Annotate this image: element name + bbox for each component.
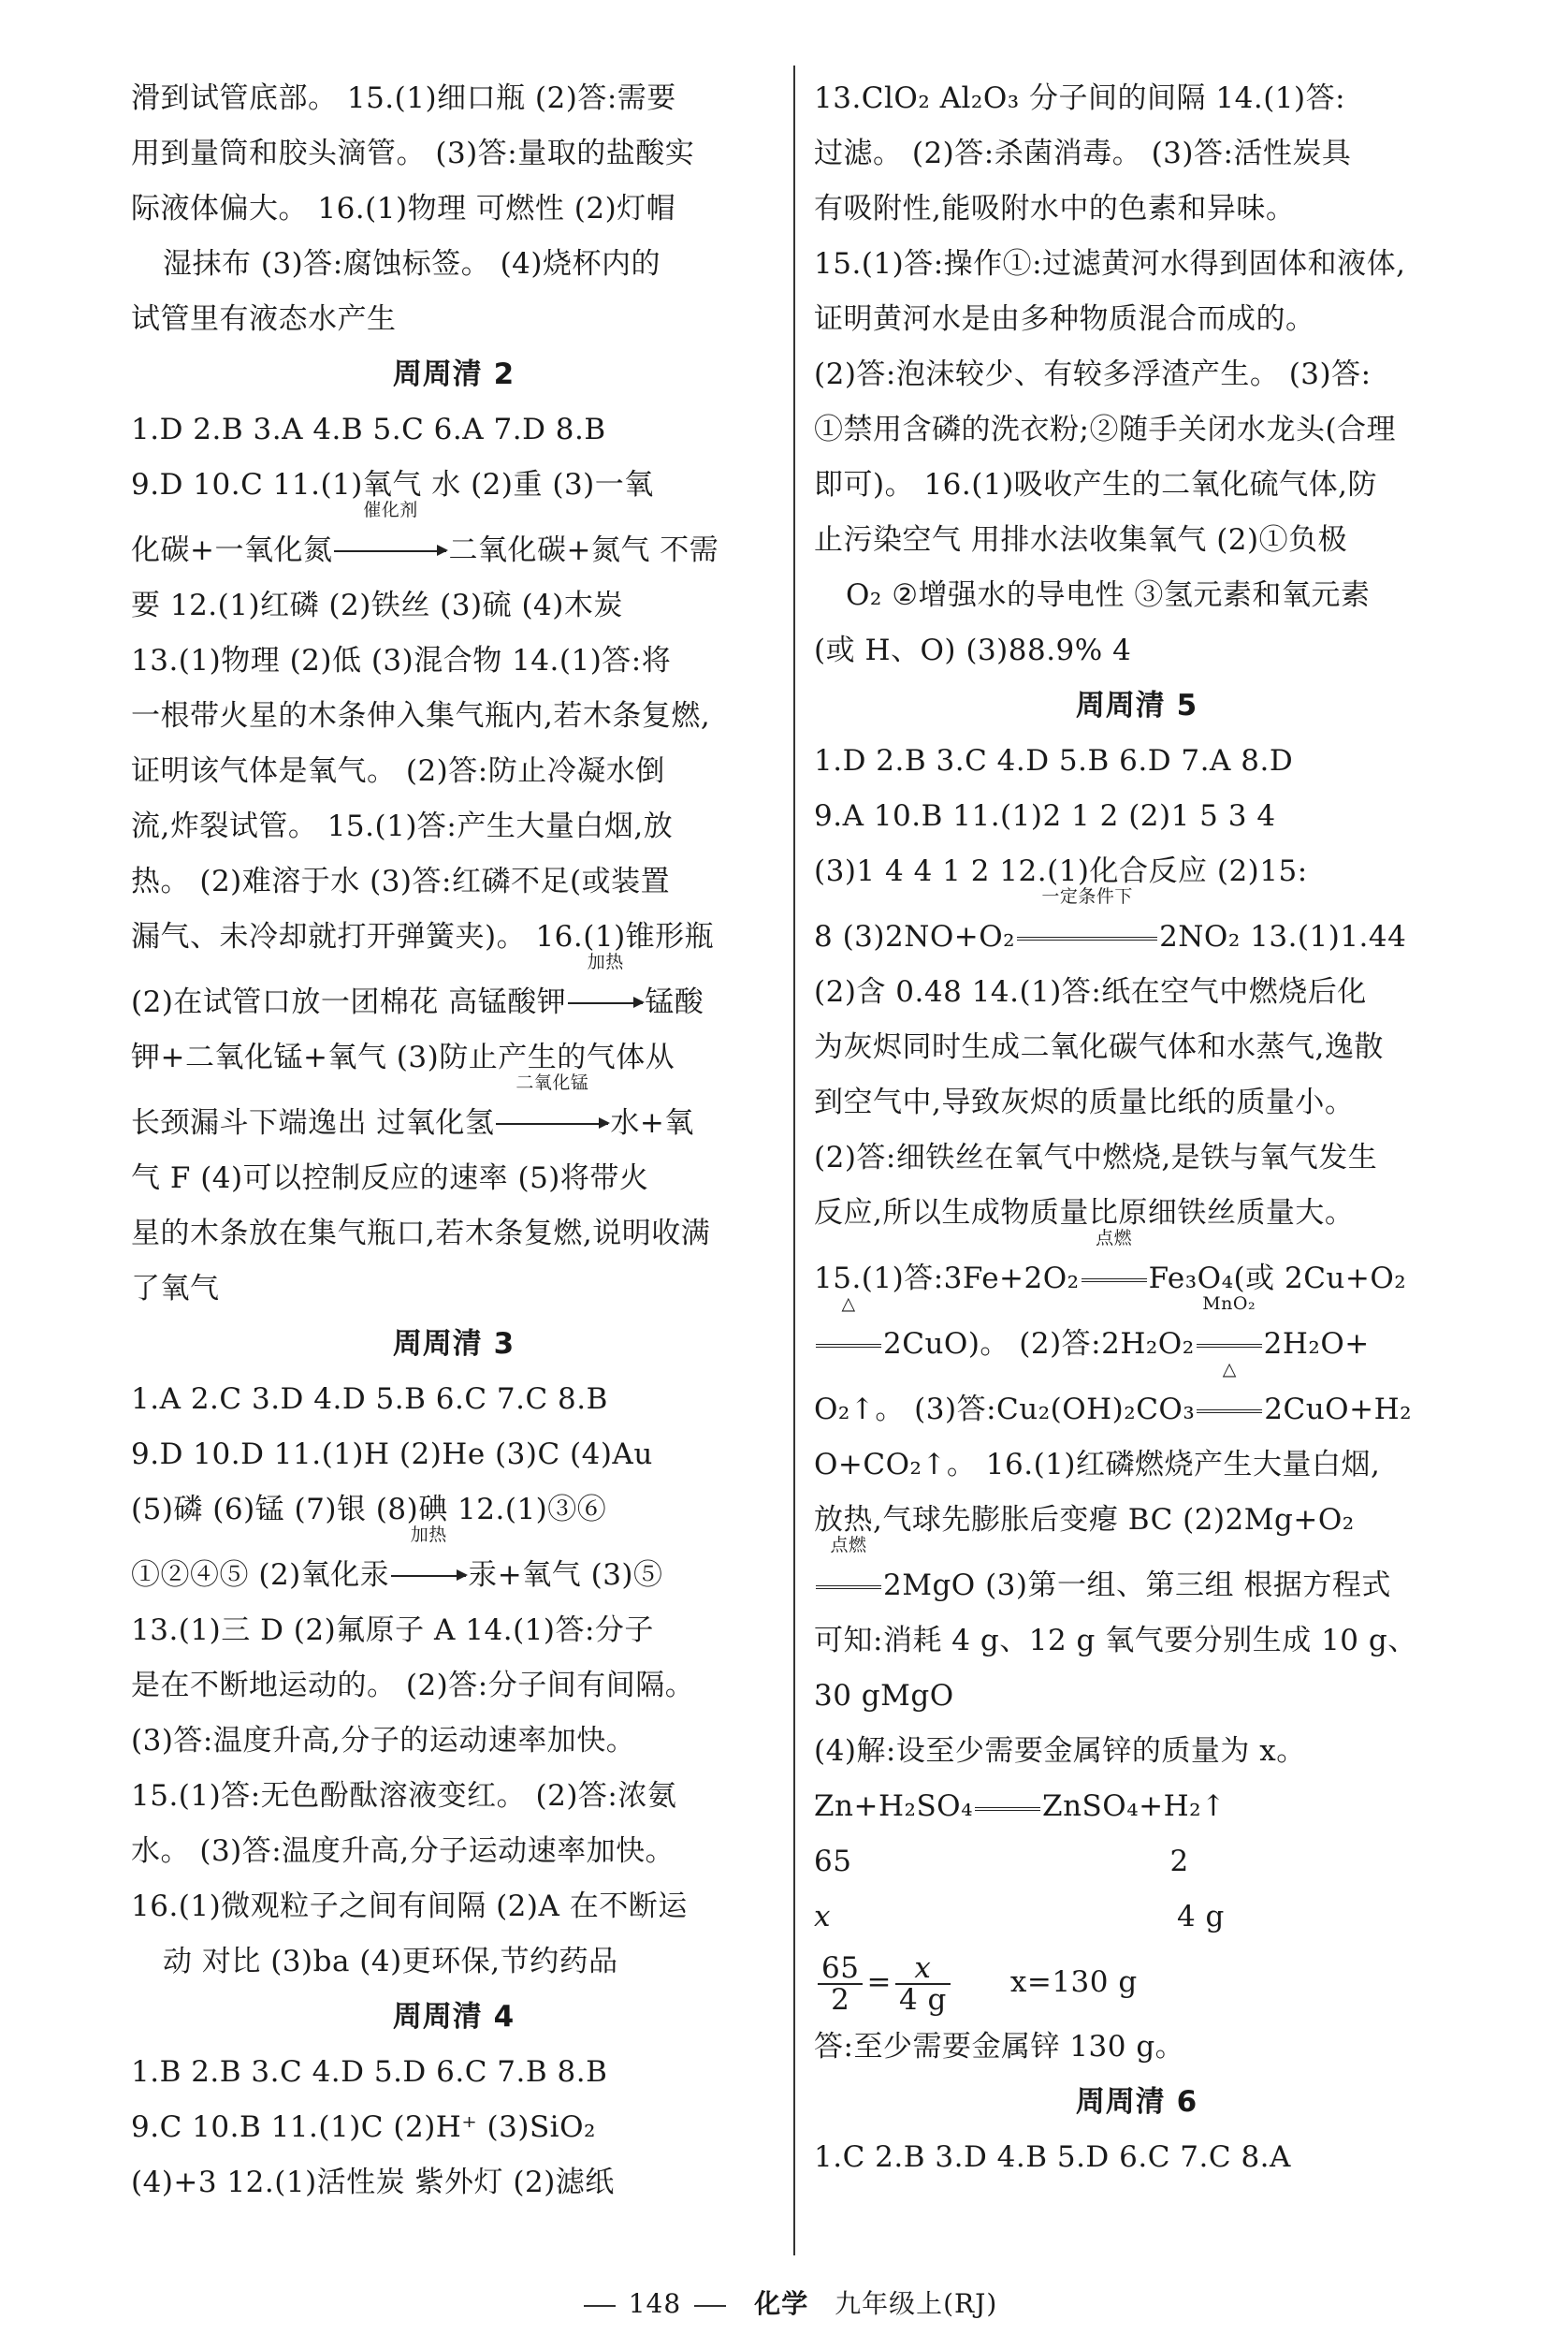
text-line: 即可)。 16.(1)吸收产生的二氧化硫气体,防 [814, 468, 1378, 502]
text-line: 1.C 2.B 3.D 4.B 5.D 6.C 7.C 8.A [814, 2140, 1291, 2174]
equation-left: 化碳+一氧化氮 [131, 533, 333, 567]
text-line: 钾+二氧化锰+氧气 (3)防止产生的气体从 [131, 1041, 675, 1074]
text-line: 试管里有液态水产生 [131, 302, 397, 336]
equation-left: 2CuO)。 (2)答:2H₂O₂ [883, 1327, 1195, 1361]
text-line: 13.ClO₂ Al₂O₃ 分子间的间隔 14.(1)答: [814, 81, 1346, 115]
text-line: 有吸附性,能吸附水中的色素和异味。 [814, 192, 1296, 226]
text-line: 热。 (2)难溶于水 (3)答:红磷不足(或装置 [131, 865, 671, 898]
equation-left: 8 (3)2NO+O₂ [814, 920, 1016, 954]
text-line: 9.A 10.B 11.(1)2 1 2 (2)1 5 3 4 [814, 799, 1276, 833]
arrow-condition: 点燃 [1096, 1228, 1133, 1248]
column-divider [793, 66, 795, 2255]
equation-right: 2H₂O+ [1263, 1327, 1370, 1361]
result: x=130 g [1009, 1965, 1138, 1999]
text-line: 1.A 2.C 3.D 4.D 5.B 6.C 7.C 8.B [131, 1382, 608, 1416]
text-line: 漏气、未冷却就打开弹簧夹)。 16.(1)锥形瓶 [131, 920, 715, 954]
reaction-arrow [496, 1072, 608, 1160]
text-line: 滑到试管底部。 15.(1)细口瓶 (2)答:需要 [131, 81, 676, 115]
text-line: (2)含 0.48 14.(1)答:纸在空气中燃烧后化 [814, 975, 1367, 1009]
text-line: (4)+3 12.(1)活性炭 紫外灯 (2)滤纸 [131, 2166, 615, 2199]
reaction-equals [1017, 886, 1157, 974]
arrow-condition: △ [1222, 1359, 1237, 1379]
text-line: 要 12.(1)红磷 (2)铁丝 (3)硫 (4)木炭 [131, 589, 623, 622]
equation-right: 2MgO (3)第一组、第三组 根据方程式 [883, 1568, 1391, 1602]
arrow-condition: △ [841, 1293, 856, 1314]
subject: 化学 [754, 2288, 809, 2319]
equation-line [814, 1228, 1459, 1306]
text-line: (或 H、O) (3)88.9% 4 [814, 634, 1132, 667]
text-line: 9.D 10.D 11.(1)H (2)He (3)C (4)Au [131, 1437, 653, 1471]
text-line: 流,炸裂试管。 15.(1)答:产生大量白烟,放 [131, 810, 674, 843]
text-line: 了氧气 [131, 1272, 220, 1306]
equation-left: (2)在试管口放一团棉花 高锰酸钾 [131, 985, 567, 1019]
text-line: 15.(1)答:操作①:过滤黄河水得到固体和液体, [814, 247, 1406, 281]
page-number: 148 [628, 2288, 682, 2319]
ratio-value: 2 [1169, 1845, 1189, 1878]
equation-line [814, 1293, 1459, 1372]
equation-left: ①②④⑤ (2)氧化汞 [131, 1558, 390, 1592]
text-line: (3)1 4 4 1 2 12.(1)化合反应 (2)15: [814, 854, 1308, 888]
proportion-line: $\frac{65}{2}$ = $\frac{x}{4 g}$ x=130 g [814, 1945, 1459, 2020]
reaction-equals [975, 1779, 1040, 1834]
text-line: 用到量筒和胶头滴管。 (3)答:量取的盐酸实 [131, 137, 695, 170]
text-line: (2)答:细铁丝在氧气中燃烧,是铁与氧气发生 [814, 1141, 1378, 1174]
text-line: 止污染空气 用排水法收集氧气 (2)①负极 [814, 523, 1348, 557]
equation-right: Fe₃O₄(或 2Cu+O₂ [1148, 1262, 1407, 1295]
text-line: 到空气中,导致灰烬的质量比纸的质量小。 [814, 1086, 1355, 1119]
text-line: 1.D 2.B 3.A 4.B 5.C 6.A 7.D 8.B [131, 413, 606, 446]
text-line: 放热,气球先膨胀后变瘪 BC (2)2Mg+O₂ [814, 1503, 1355, 1537]
text-line: 13.(1)物理 (2)低 (3)混合物 14.(1)答:将 [131, 644, 672, 678]
text-line: 气 F (4)可以控制反应的速率 (5)将带火 [131, 1161, 649, 1195]
text-line: 过滤。 (2)答:杀菌消毒。 (3)答:活性炭具 [814, 137, 1352, 170]
text-line: 反应,所以生成物质量比原细铁丝质量大。 [814, 1196, 1355, 1230]
left-column [131, 71, 777, 2210]
reaction-equals [816, 1535, 881, 1623]
text-line: 为灰烬同时生成二氧化碳气体和水蒸气,逸散 [814, 1030, 1384, 1064]
ratio-value: x [814, 1900, 831, 1933]
text-line: (5)磷 (6)锰 (7)银 (8)碘 12.(1)③⑥ [131, 1493, 607, 1526]
arrow-condition: 加热 [410, 1525, 447, 1545]
text-line: 是在不断地运动的。 (2)答:分子间有间隔。 [131, 1669, 695, 1702]
ratio-line [814, 1834, 1459, 1889]
reaction-equals [816, 1293, 881, 1381]
text-line: 证明该气体是氧气。 (2)答:防止冷凝水倒 [131, 754, 665, 788]
ratio-value: 65 [814, 1845, 852, 1878]
text-line: 动 对比 (3)ba (4)更环保,节约药品 [163, 1945, 618, 1978]
equation-left: O₂↑。 (3)答:Cu₂(OH)₂CO₃ [814, 1393, 1196, 1426]
equation-left: Zn+H₂SO₄ [814, 1789, 974, 1823]
reaction-arrow [334, 500, 446, 588]
equation-right: 水+氧 [610, 1106, 694, 1140]
section-heading-5: 周周清 5 [1075, 689, 1198, 722]
equation-right: 汞+氧气 (3)⑤ [468, 1558, 663, 1592]
text-line: 1.B 2.B 3.C 4.D 5.D 6.C 7.B 8.B [131, 2055, 608, 2089]
text-line: 可知:消耗 4 g、12 g 氧气要分别生成 10 g、 [814, 1624, 1417, 1657]
section-heading-2: 周周清 2 [392, 357, 515, 391]
arrow-condition: 催化剂 [363, 500, 418, 520]
equation-line [131, 500, 777, 578]
text-line: 30 gMgO [814, 1679, 954, 1713]
equation-line [814, 886, 1459, 965]
arrow-condition: 加热 [587, 952, 624, 972]
text-line: O₂ ②增强水的导电性 ③氢元素和氧元素 [846, 578, 1371, 612]
text-line: (4)解:设至少需要金属锌的质量为 x。 [814, 1734, 1306, 1768]
text-line: (2)答:泡沫较少、有较多浮渣产生。 (3)答: [814, 357, 1372, 391]
equation-right: 2CuO+H₂ [1264, 1393, 1413, 1426]
fraction: $\frac{x}{4 g}$ [895, 1953, 951, 2015]
equation-line [131, 1525, 777, 1603]
equation-right: ZnSO₄+H₂↑ [1042, 1789, 1227, 1823]
text-line: (3)答:温度升高,分子的运动速率加快。 [131, 1724, 636, 1758]
ratio-line [814, 1889, 1459, 1945]
text-line: 13.(1)三 D (2)氟原子 A 14.(1)答:分子 [131, 1613, 654, 1647]
section-heading-6: 周周清 6 [1075, 2085, 1198, 2119]
arrow-condition: 一定条件下 [1041, 886, 1133, 907]
equation-line [131, 1072, 777, 1151]
text-line: 湿抹布 (3)答:腐蚀标签。 (4)烧杯内的 [163, 247, 661, 281]
text-line: 9.C 10.B 11.(1)C (2)H⁺ (3)SiO₂ [131, 2110, 596, 2144]
text-line: 15.(1)答:无色酚酞溶液变红。 (2)答:浓氨 [131, 1779, 677, 1813]
text-line: 证明黄河水是由多种物质混合而成的。 [814, 302, 1315, 336]
equation-left: 15.(1)答:3Fe+2O₂ [814, 1262, 1080, 1295]
text-line: 一根带火星的木条伸入集气瓶内,若木条复燃, [131, 699, 711, 733]
ratio-value: 4 g [1176, 1900, 1225, 1933]
text-line: 答:至少需要金属锌 130 g。 [814, 2030, 1185, 2064]
arrow-condition: 点燃 [830, 1535, 867, 1555]
reaction-arrow [391, 1525, 466, 1612]
section-heading-3: 周周清 3 [392, 1327, 515, 1361]
right-column [814, 71, 1459, 2185]
text-line: ①禁用含磷的洗衣粉;②随手关闭水龙头(合理 [814, 413, 1397, 446]
equation-right: 锰酸 [645, 985, 704, 1019]
reaction-equals [1197, 1359, 1262, 1447]
section-heading-4: 周周清 4 [392, 2000, 515, 2034]
grade: 九年级上(RJ) [835, 2288, 998, 2319]
reaction-arrow [568, 952, 643, 1040]
fraction: $\frac{65}{2}$ [818, 1953, 863, 2015]
equation-right: 二氧化碳+氮气 不需 [448, 533, 719, 567]
text-line: 9.D 10.C 11.(1)氧气 水 (2)重 (3)一氧 [131, 468, 654, 502]
equation-line [131, 952, 777, 1030]
text-line: 星的木条放在集气瓶口,若木条复燃,说明收满 [131, 1217, 711, 1250]
text-line: 水。 (3)答:温度升高,分子运动速率加快。 [131, 1834, 675, 1868]
reaction-equals [1082, 1228, 1147, 1316]
text-line: 16.(1)微观粒子之间有间隔 (2)A 在不断运 [131, 1889, 688, 1923]
arrow-condition: 二氧化锰 [515, 1072, 589, 1093]
arrow-condition: MnO₂ [1202, 1293, 1256, 1314]
equation-line [814, 1359, 1459, 1437]
equation-left: 长颈漏斗下端逸出 过氧化氢 [131, 1106, 495, 1140]
text-line: 1.D 2.B 3.C 4.D 5.B 6.D 7.A 8.D [814, 744, 1294, 778]
equation-right: 2NO₂ 13.(1)1.44 [1159, 920, 1407, 954]
page-footer [0, 2283, 1568, 2321]
equation-line [814, 1779, 1459, 1834]
text-line: 际液体偏大。 16.(1)物理 可燃性 (2)灯帽 [131, 192, 676, 226]
text-line: O+CO₂↑。 16.(1)红磷燃烧产生大量白烟, [814, 1448, 1381, 1481]
equation-line [814, 1535, 1459, 1613]
